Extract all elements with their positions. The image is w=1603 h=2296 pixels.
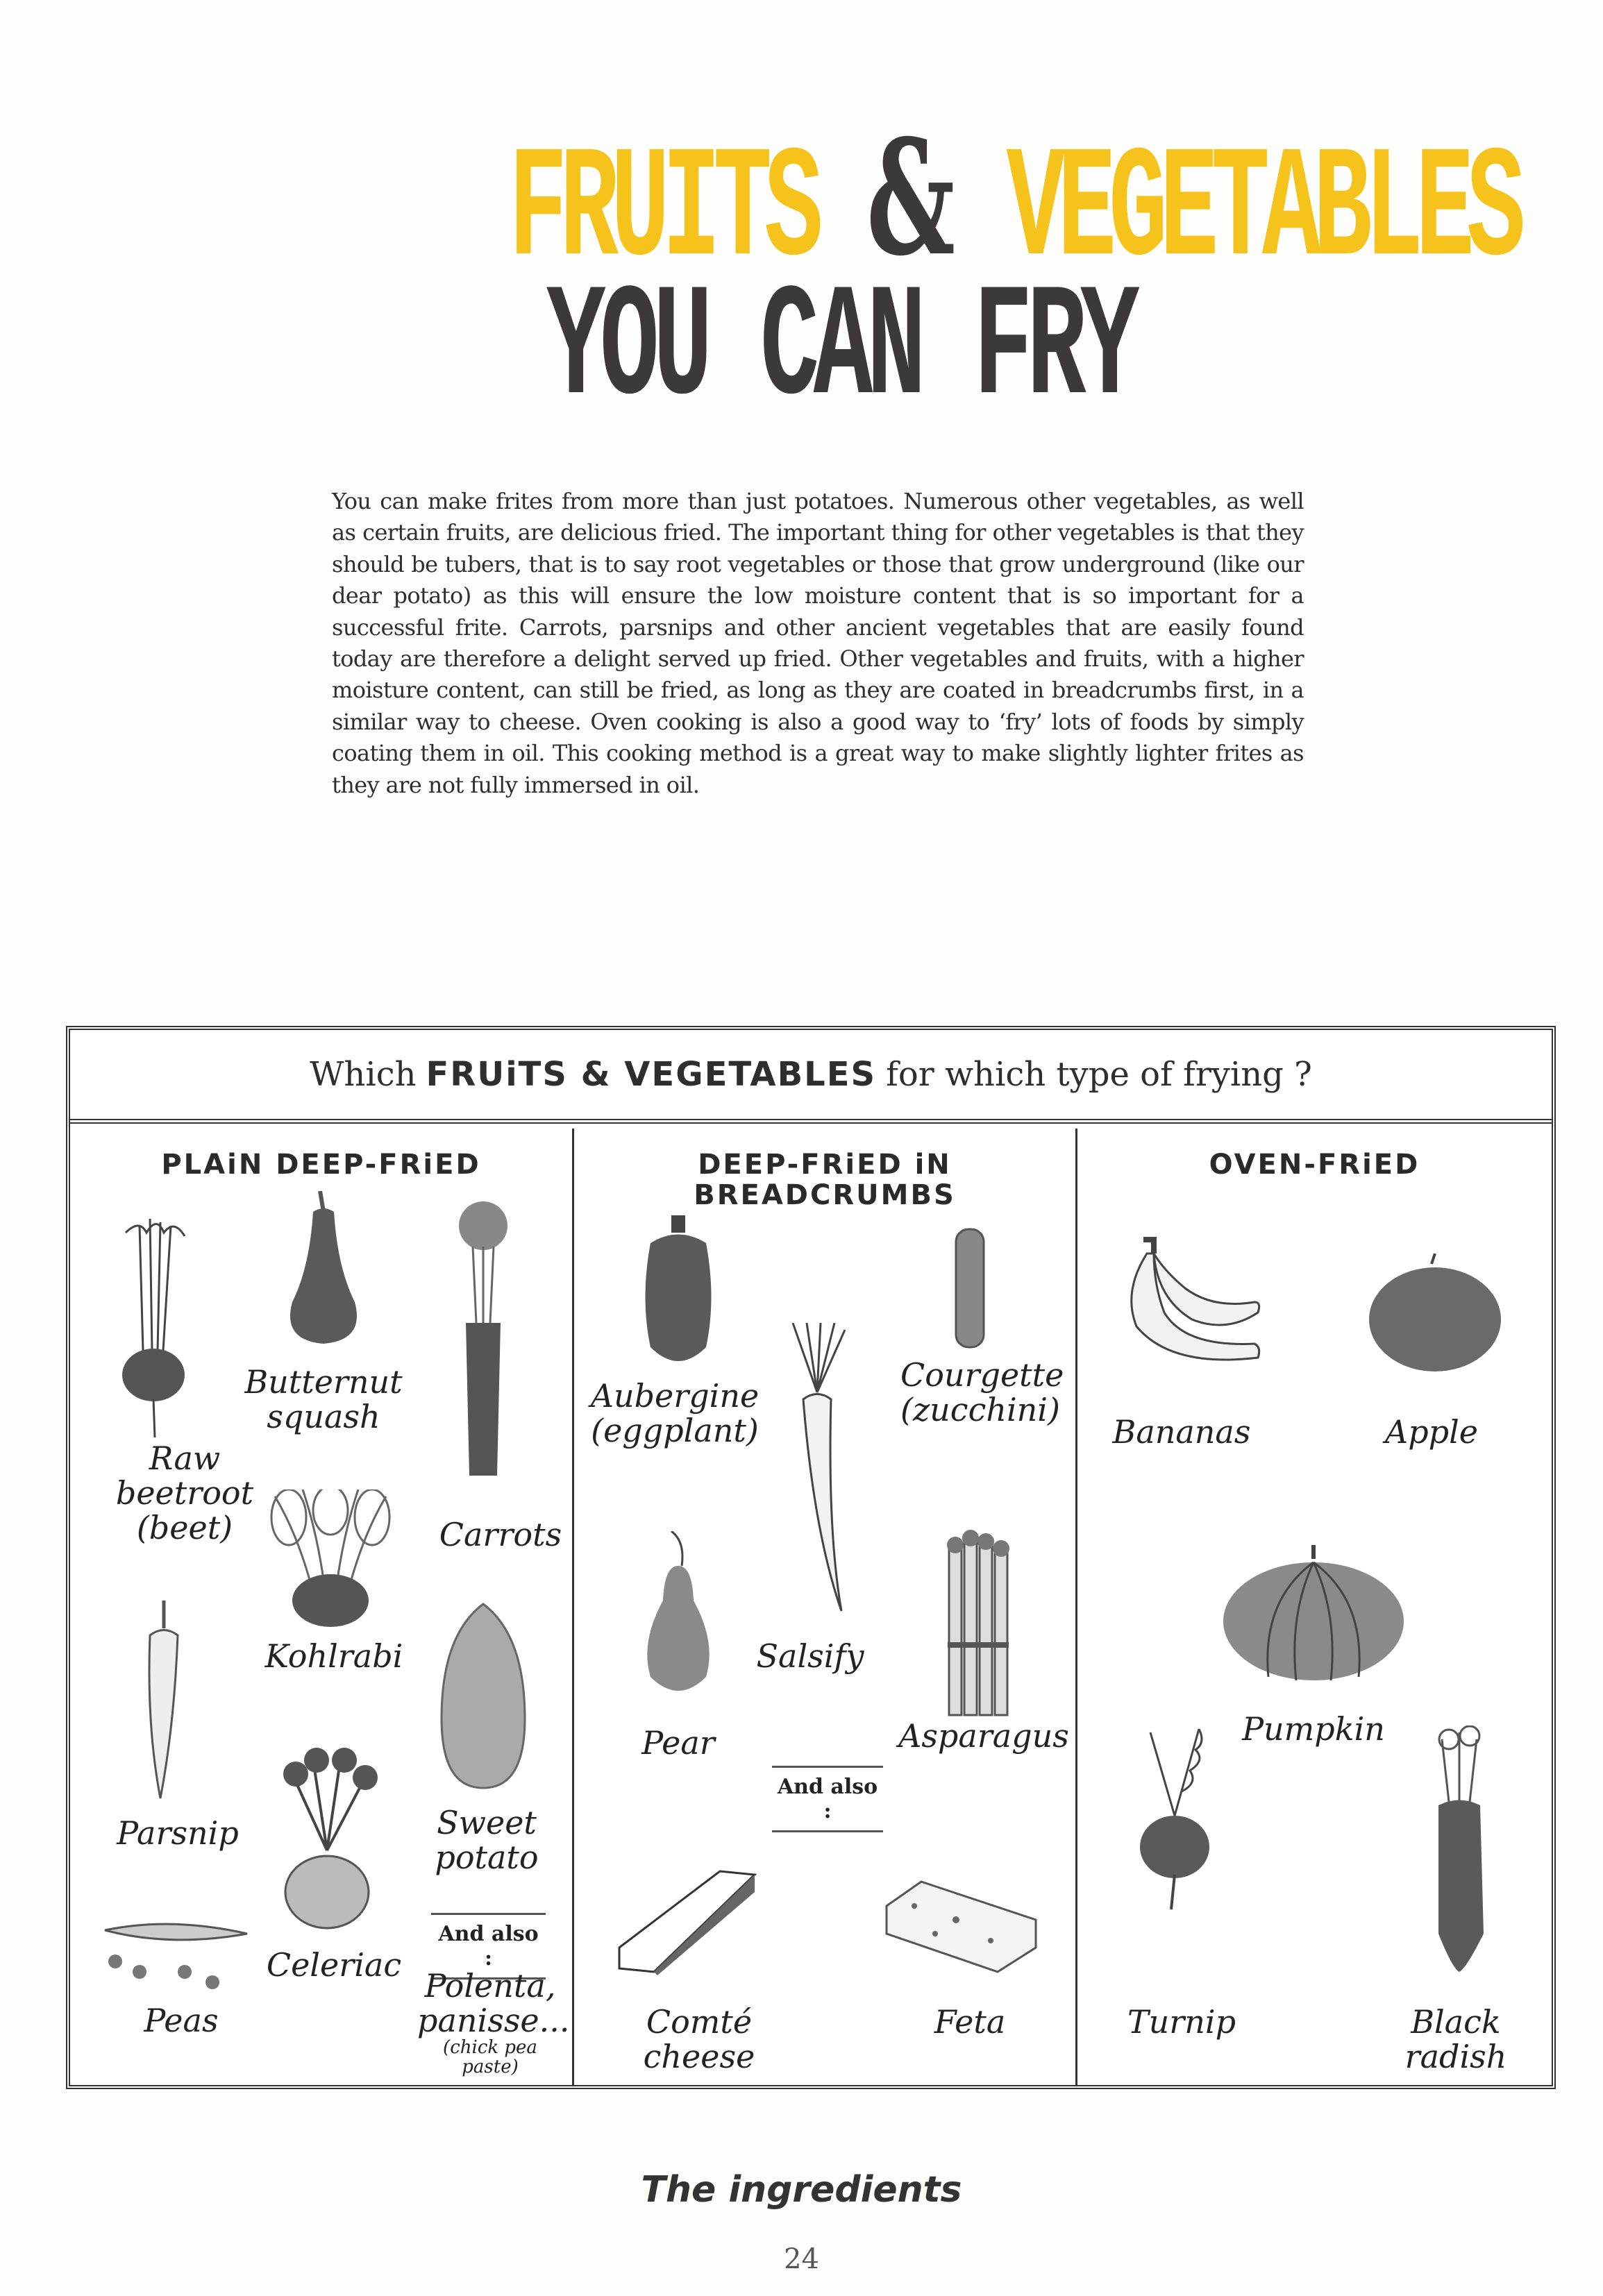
comte-cheese-icon (616, 1864, 769, 1975)
item-polenta-panisse: Polenta, panisse... (chick pea paste) (417, 1967, 570, 2077)
item-celeriac: Celeriac (266, 1946, 402, 1984)
item-salsify: Salsify (756, 1637, 864, 1675)
table-heading (70, 1030, 1552, 1124)
item-sweet-potato: Sweet potato (435, 1804, 539, 1876)
feta-icon (880, 1878, 1039, 1975)
item-raw-beetroot: Raw beetroot (beet) (115, 1440, 254, 1546)
heading-pre: Which (310, 1055, 417, 1094)
butternut-squash-icon (282, 1191, 365, 1351)
aubergine-icon (640, 1215, 716, 1368)
heading-bold: FRUiTS & VEGETABLES (426, 1055, 877, 1094)
item-kohlrabi: Kohlrabi (265, 1637, 403, 1675)
title-ampersand: & (866, 105, 955, 291)
item-butternut-squash: Butternut squash (244, 1363, 403, 1435)
carrots-icon (448, 1198, 518, 1489)
intro-paragraph: You can make frites from more than just potatoes. Numerous other vegetables, as well as certain fruits, are delicious fried. The important thing for other vegetables is that they should be tubers, that is to say root vegetables or those that grow underground (like our dear potato) as this will ensure the low moisture content that is so important for a successful frite. Carrots, parsnips and other ancient vegetables that are easily found today are therefore a delight served up fried. Other vegetables and fruits, with a higher moisture content, can still be fried, as long as they are coated in breadcrumbs first, in a similar way to cheese. Oven cooking is also a good way to ‘fry’ lots of foods by simply coating them in oil. This cooking method is a great way to make slightly lighter frites as they are not fully immersed in oil. (332, 488, 1304, 798)
item-feta: Feta (934, 2003, 1006, 2041)
item-courgette: Courgette (zucchini) (900, 1356, 1064, 1428)
title-fruits: FRUITS (508, 122, 816, 301)
item-black-radish: Black radish (1404, 2003, 1507, 2075)
turnip-icon (1133, 1725, 1216, 1913)
kohlrabi-icon (261, 1489, 400, 1628)
column-oven-fried (1077, 1129, 1552, 2085)
heading-post: for which type of frying ? (886, 1055, 1312, 1094)
column-plain-deep-fried (70, 1129, 574, 2085)
sweet-potato-icon (435, 1601, 532, 1795)
column-title: DEEP-FRiED iN BREADCRUMBS (694, 1149, 956, 1211)
bananas-icon (1116, 1236, 1268, 1375)
peas-icon (101, 1920, 254, 1996)
item-asparagus: Asparagus (898, 1717, 1069, 1755)
black-radish-icon (1425, 1725, 1494, 1975)
item-pear: Pear (641, 1724, 715, 1762)
item-comte-cheese: Comté cheese (643, 2003, 755, 2075)
item-aubergine: Aubergine (eggplant) (590, 1377, 759, 1449)
salsify-icon (786, 1323, 848, 1614)
pear-icon (637, 1531, 720, 1698)
column-title: PLAiN DEEP-FRiED (161, 1149, 481, 1181)
beetroot-icon (112, 1212, 195, 1441)
title-vegetables: VEGETABLES (1006, 122, 1518, 301)
courgette-icon (949, 1226, 991, 1351)
item-carrots: Carrots (439, 1516, 562, 1553)
item-peas: Peas (144, 2002, 219, 2039)
frying-table (66, 1026, 1556, 2089)
item-pumpkin: Pumpkin (1242, 1710, 1385, 1748)
column-deep-fried-breadcrumbs (574, 1129, 1077, 2085)
column-title: OVEN-FRiED (1209, 1149, 1420, 1181)
and-also-label: And also : (431, 1913, 546, 1980)
page-title-line2: YOU CAN FRY (546, 260, 1134, 441)
and-also-label: And also : (772, 1766, 883, 1832)
apple-icon (1366, 1253, 1504, 1371)
asparagus-icon (942, 1524, 1012, 1719)
pumpkin-icon (1220, 1545, 1407, 1684)
celeriac-icon (271, 1746, 383, 1934)
item-apple: Apple (1384, 1413, 1479, 1451)
parsnip-icon (136, 1601, 192, 1802)
page-number: 24 (784, 2243, 819, 2275)
item-turnip: Turnip (1127, 2003, 1236, 2041)
item-parsnip: Parsnip (117, 1814, 239, 1852)
section-footer: The ingredients (641, 2169, 962, 2211)
item-bananas: Bananas (1112, 1413, 1251, 1451)
